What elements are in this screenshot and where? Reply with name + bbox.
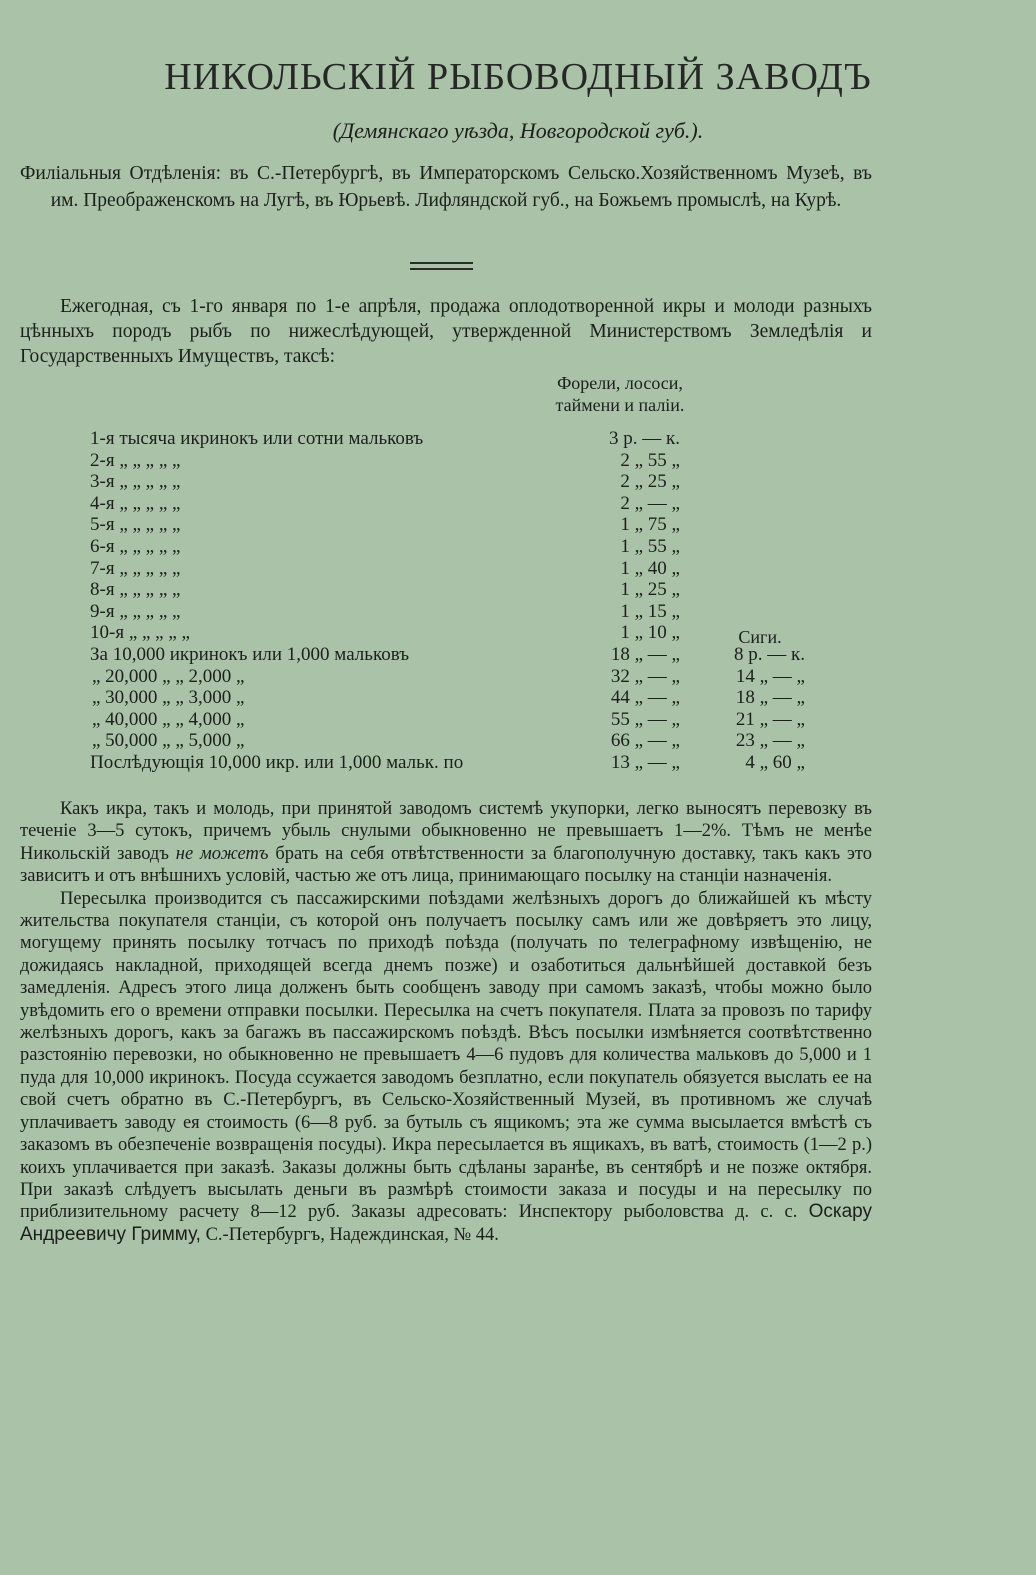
page-title: НИКОЛЬСКІЙ РЫБОВОДНЫЙ ЗАВОДЪ xyxy=(164,56,872,98)
divider-line-bottom xyxy=(410,268,473,270)
branches-paragraph: Филіальныя Отдѣленія: въ С.-Петербургѣ, въ Императорскомъ Сельско.Хозяйственномъ Музеѣ, въ им. Преображенскомъ на Лугѣ, въ Юрьевѣ. Лифляндской губ., на Божьемъ промыслѣ, на Курѣ. xyxy=(20,163,872,211)
table-row-label: „ 30,000 „ „ 3,000 „ xyxy=(92,687,245,709)
table-row-trout-price: 55 „ — „ xyxy=(610,708,680,730)
table-row-label: За 10,000 икринокъ или 1,000 мальковъ xyxy=(90,644,410,665)
body-paragraph-2 xyxy=(20,888,872,1247)
body-paragraph-2-a: Пересылка производится съ пассажирскими поѣздами желѣзныхъ дорогъ до ближайшей къ мѣсту жительства покупателя станціи, съ которой онъ получаетъ посылку самъ или же довѣряетъ это лицу, могущему принять посылку тотчасъ по приходѣ поѣзда (получать по телеграфному извѣщенію, не дожидаясь накладной, приходящей всегда днемъ позже) и озаботиться дальнѣйшей доставкой безъ замедленія. Адресъ этого лица долженъ быть сообщенъ заводу при самомъ заказѣ, чтобы можно было увѣдомить его о времени отправки посылки. Пересылка на счетъ покупателя. Плата за провозъ по тарифу желѣзныхъ дорогъ, какъ за багажъ въ пассажирскомъ поѣздѣ. Вѣсъ посылки измѣняется соотвѣтственно разстоянію перевозки, но обыкновенно не превышаетъ 4—6 пудовъ для количества мальковъ до 5,000 и 1 пуда для 10,000 икринокъ. Посуда ссужается заводомъ безплатно, если покупатель обязуется выслать ее на свой счетъ обратно въ С.-Петербургъ, въ Сельско-Хозяйственный Музей, въ противномъ же случаѣ уплачиваетъ заводу ея стоимость (6—8 руб. за бутыль съ ящикомъ; эта же сумма высылается вмѣстѣ съ заказомъ въ обезпеченіе возвращенія посуды). Икра пересылается въ ящикахъ, въ ватѣ, стоимость (1—2 р.) коихъ уплачивается при заказѣ. Заказы должны быть сдѣланы заранѣе, въ сентябрѣ и не позже октября. При заказѣ слѣдуетъ высылать деньги въ размѣрѣ стоимости заказа и посуды и на пересылку по приблизительному расчету 8—12 руб. Заказы адресовать: Инспектору рыболовства д. с. с. xyxy=(20,888,872,1223)
table-row-trout-price: 1 „ 10 „ xyxy=(620,622,680,644)
table-row-label: 3-я „ „ „ „ „ xyxy=(90,471,181,493)
body-text xyxy=(20,798,872,1246)
table-row-sig-price: 23 „ — „ xyxy=(735,730,805,752)
body-paragraph-1-b: брать на себя отвѣтственности за благополучную доставку, такъ какъ это зависитъ и отъ внѣшнихъ условій, частью же отъ лица, принимающаго посылку на станціи назначенія. xyxy=(20,843,873,887)
table-row-trout-price: 13 „ — „ xyxy=(610,752,680,773)
table-row-trout-price: 2 „ 55 „ xyxy=(620,449,680,471)
table-row-label: „ 50,000 „ „ 5,000 „ xyxy=(92,730,245,752)
column-header-sig: Сиги. xyxy=(738,627,782,647)
table-row-trout-price: 2 „ — „ xyxy=(620,492,680,514)
column-header-trout-line2: таймени и паліи. xyxy=(555,395,685,415)
body-paragraph-1-a: Какъ икра, такъ и молодь, при принятой заводомъ системѣ укупорки, легко выносятъ перевозку въ теченіе 3—5 сутокъ, причемъ убыль снулыми обыкновенно не превышаетъ 1—2%. Тѣмъ не менѣе Никольскій заводъ xyxy=(20,799,872,864)
divider-line-top xyxy=(410,262,473,264)
intro-paragraph: Ежегодная, съ 1-го января по 1-е апрѣля, продажа оплодотворенной икры и молоди разныхъ цѣнныхъ породъ рыбъ по нижеслѣдующей, утвержденной Министерствомъ Земледѣлія и Государственныхъ Имуществъ, таксѣ: xyxy=(20,296,872,367)
column-header-trout xyxy=(530,372,710,416)
table-row-label: 10-я „ „ „ „ „ xyxy=(90,622,190,644)
table-row-trout-price: 18 „ — „ xyxy=(610,644,680,665)
table-row-trout-price: 44 „ — „ xyxy=(610,687,680,709)
table-row-trout-price: 2 „ 25 „ xyxy=(620,471,680,493)
body-paragraph-1-emphasis: не можетъ xyxy=(175,843,269,864)
table-row-label: 6-я „ „ „ „ „ xyxy=(90,536,181,557)
table-row-label: 7-я „ „ „ „ „ xyxy=(90,557,181,579)
table-row-label: 8-я „ „ „ „ „ xyxy=(90,579,181,601)
table-row-trout-price: 1 „ 55 „ xyxy=(620,536,680,557)
table-row-label: „ 20,000 „ „ 2,000 „ xyxy=(92,665,245,687)
table-row-trout-price: 1 „ 25 „ xyxy=(620,579,680,601)
table-row-label: 5-я „ „ „ „ „ xyxy=(90,514,181,536)
table-row-label: „ 40,000 „ „ 4,000 „ xyxy=(92,708,245,730)
inspector-name: Оскару Андреевичу Гримму, xyxy=(20,1201,873,1245)
table-row-trout-price: 3 р. — к. xyxy=(609,428,680,449)
table-row-trout-price: 32 „ — „ xyxy=(610,665,680,687)
table-row-sig-price: 18 „ — „ xyxy=(735,687,805,709)
page-subtitle: (Демянскаго уѣзда, Новгородской губ.). xyxy=(332,118,704,143)
table-row-sig-price: 4 „ 60 „ xyxy=(745,752,805,773)
table-row-trout-price: 66 „ — „ xyxy=(610,730,680,752)
table-row-label: 2-я „ „ „ „ „ xyxy=(90,449,181,471)
table-row-sig-price: 8 р. — к. xyxy=(734,644,805,665)
table-row-trout-price: 1 „ 75 „ xyxy=(620,514,680,536)
body-paragraph-1 xyxy=(20,798,872,888)
column-header-trout-line1: Форели, лососи, xyxy=(557,373,683,393)
table-row-label: 1-я тысяча икринокъ или сотни мальковъ xyxy=(90,428,424,449)
table-row-sig-price: 14 „ — „ xyxy=(735,665,805,687)
address: С.-Петербургъ, Надеждинская, № 44. xyxy=(205,1224,499,1245)
table-row-trout-price: 1 „ 40 „ xyxy=(620,557,680,579)
table-row-sig-price: 21 „ — „ xyxy=(735,708,805,730)
table-row-label: 9-я „ „ „ „ „ xyxy=(90,600,181,622)
table-row-trout-price: 1 „ 15 „ xyxy=(620,600,680,622)
table-row-label: Послѣдующія 10,000 икр. или 1,000 мальк. по xyxy=(90,752,464,773)
table-row-label: 4-я „ „ „ „ „ xyxy=(90,492,181,514)
